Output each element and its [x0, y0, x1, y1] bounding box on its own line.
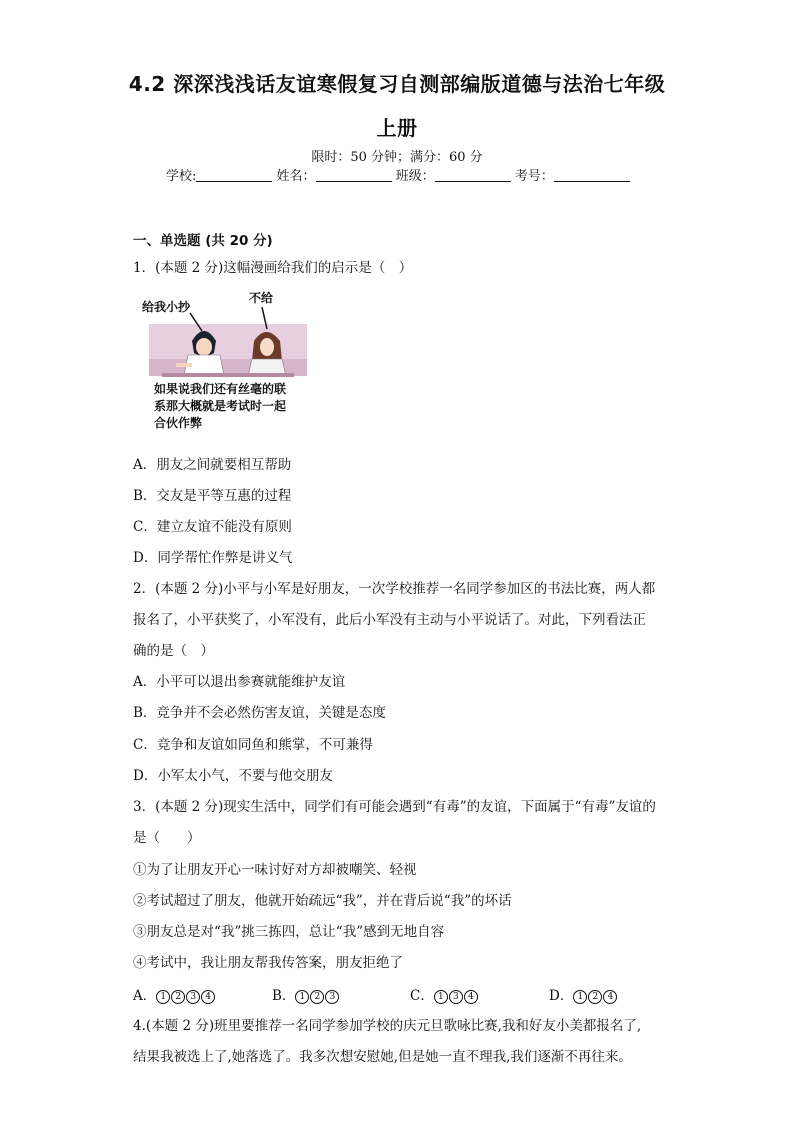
q1-option-b[interactable]: B．交友是平等互惠的过程: [133, 488, 292, 504]
boy-face: [196, 338, 212, 356]
time-info: 限时：50 分钟；满分：60 分: [311, 150, 483, 165]
class-label: 班级：: [395, 169, 435, 184]
q2-option-d[interactable]: D．小军太小气，不要与他交朋友: [133, 768, 333, 784]
girl-face: [260, 338, 274, 356]
student-info-row: [166, 165, 630, 184]
caption-line3: 合伙作弊: [154, 416, 203, 430]
name-blank[interactable]: [316, 167, 392, 182]
id-blank[interactable]: [554, 167, 630, 182]
q3-option-b[interactable]: [272, 984, 340, 1004]
option-letter: C．: [410, 988, 434, 1004]
option-letter: B．: [272, 988, 296, 1004]
school-blank[interactable]: [196, 167, 272, 182]
class-blank[interactable]: [435, 167, 511, 182]
q3-item-text: 为了让朋友开心一味讨好对方却被嘲笑、轻视: [146, 862, 417, 878]
option-letter: D．: [549, 988, 574, 1004]
option-mark: 1: [156, 990, 170, 1004]
q3-item-3: [133, 920, 444, 940]
option-mark: 3: [186, 990, 200, 1004]
q1-option-a[interactable]: A．朋友之间就要相互帮助: [133, 457, 292, 473]
q3-item-2: [133, 889, 512, 909]
option-mark: 4: [464, 990, 478, 1004]
speech-left: 给我小抄: [142, 300, 191, 314]
id-label: 考号：: [514, 169, 554, 184]
speech-right: 不给: [249, 291, 274, 305]
q2-option-b[interactable]: B．竞争并不会必然伤害友谊，关键是态度: [133, 705, 386, 721]
option-mark: 2: [310, 990, 324, 1004]
option-mark: 3: [325, 990, 339, 1004]
q2-option-c[interactable]: C．竞争和友谊如同鱼和熊掌，不可兼得: [133, 737, 373, 753]
option-mark: 4: [603, 990, 617, 1004]
q1-option-d[interactable]: D．同学帮忙作弊是讲义气: [133, 550, 293, 566]
q4-stem-line2: 结果我被选上了,她落选了。我多次想安慰她,但是她一直不理我,我们逐渐不再往来。: [133, 1049, 632, 1065]
q3-item-1: [133, 858, 417, 878]
q3-item-mark: ③: [133, 924, 147, 940]
section-title: 一、单选题 (共 20 分): [133, 233, 273, 249]
q3-option-d[interactable]: [549, 984, 618, 1004]
q3-option-a[interactable]: [133, 984, 216, 1004]
school-label: 学校:: [166, 169, 197, 184]
q3-item-text: 考试中，我让朋友帮我传答案，朋友拒绝了: [146, 955, 403, 971]
q3-item-text: 朋友总是对“我”挑三拣四，总让“我”感到无地自容: [146, 924, 445, 940]
doc-title-line2: 上册: [376, 116, 418, 140]
q2-stem-line3: 确的是（ ）: [133, 643, 214, 659]
cartoon-image: [140, 289, 315, 434]
q3-stem-line1: 3．(本题 2 分)现实生活中，同学们有可能会遇到“有毒”的友谊，下面属于“有毒”友谊的: [133, 799, 656, 815]
option-mark: 1: [573, 990, 587, 1004]
q3-item-4: [133, 951, 403, 971]
option-mark: 2: [588, 990, 602, 1004]
option-mark: 1: [295, 990, 309, 1004]
cartoon-illustration: [140, 289, 315, 434]
option-mark: 3: [449, 990, 463, 1004]
q3-option-c[interactable]: [410, 984, 479, 1004]
q2-stem-line2: 报名了，小平获奖了，小军没有，此后小军没有主动与小平说话了。对此，下列看法正: [133, 612, 646, 628]
caption-line1: 如果说我们还有丝毫的联: [154, 382, 287, 396]
q3-item-mark: ④: [133, 955, 147, 971]
q1-option-c[interactable]: C．建立友谊不能没有原则: [133, 519, 292, 535]
q3-item-mark: ②: [133, 893, 147, 909]
doc-title-line1: 4.2 深深浅浅话友谊寒假复习自测部编版道德与法治七年级: [128, 72, 666, 96]
option-mark: 2: [171, 990, 185, 1004]
q3-item-mark: ①: [133, 862, 147, 878]
name-label: 姓名：: [276, 169, 316, 184]
option-letter: A．: [133, 988, 157, 1004]
q1-stem: 1．(本题 2 分)这幅漫画给我们的启示是（ ）: [133, 260, 413, 276]
option-mark: 1: [434, 990, 448, 1004]
q3-stem-line2: 是（ ）: [133, 830, 201, 846]
q2-option-a[interactable]: A．小平可以退出参赛就能维护友谊: [133, 674, 346, 690]
option-mark: 4: [201, 990, 215, 1004]
q4-stem-line1: 4.(本题 2 分)班里要推荐一名同学参加学校的庆元旦歌咏比赛,我和好友小美都报名了,: [133, 1018, 642, 1034]
q2-stem-line1: 2．(本题 2 分)小平与小军是好朋友，一次学校推荐一名同学参加区的书法比赛，两人都: [133, 581, 656, 597]
q3-item-text: 考试超过了朋友，他就开始疏远“我”，并在背后说“我”的坏话: [146, 893, 512, 909]
caption-line2: 系那大概就是考试时一起: [154, 399, 287, 413]
